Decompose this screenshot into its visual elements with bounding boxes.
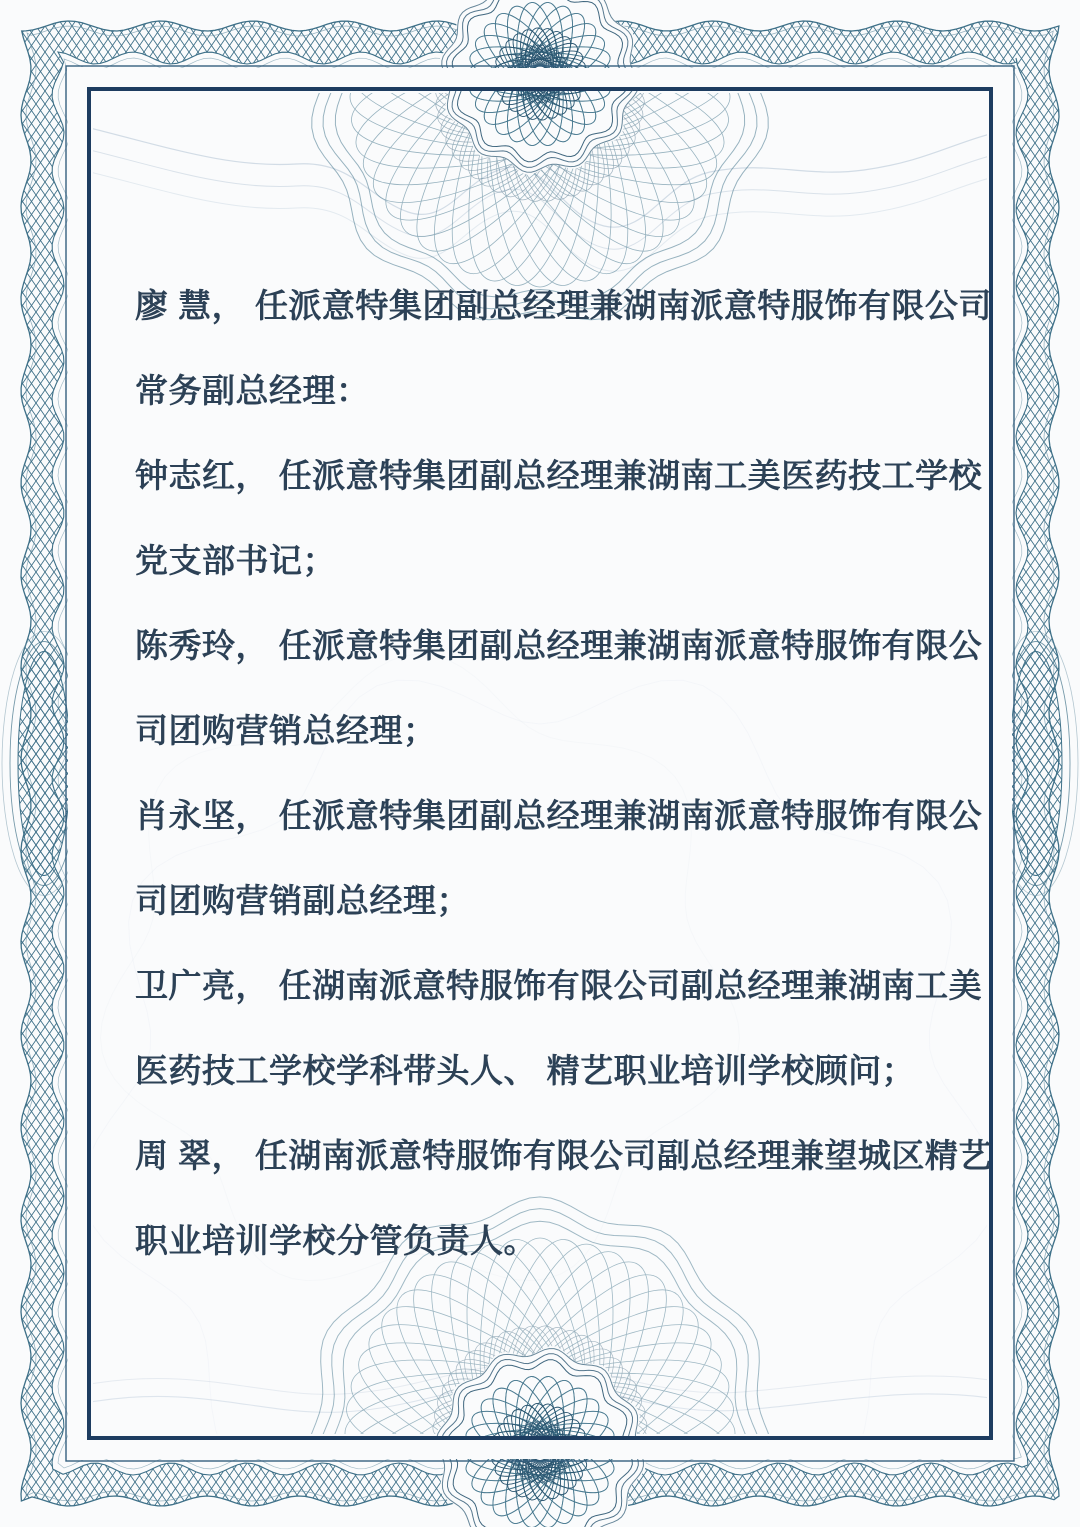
text-line: 周 翠， 任湖南派意特服饰有限公司副总经理兼望城区精艺 (135, 1137, 992, 1174)
text-line: 常务副总经理： (135, 372, 370, 409)
text-line: 医药技工学校学科带头人、 精艺职业培训学校顾问； (135, 1052, 916, 1089)
text-line: 职业培训学校分管负责人。 (135, 1222, 537, 1259)
text-line: 肖永坚， 任派意特集团副总经理兼湖南派意特服饰有限公 (135, 797, 983, 834)
text-line: 党支部书记； (135, 542, 336, 579)
text-line: 廖 慧， 任派意特集团副总经理兼湖南派意特服饰有限公司 (135, 287, 992, 324)
text-line: 卫广亮， 任湖南派意特服饰有限公司副总经理兼湖南工美 (135, 967, 983, 1004)
text-line: 司团购营销副总经理； (135, 882, 470, 919)
text-line: 陈秀玲， 任派意特集团副总经理兼湖南派意特服饰有限公 (135, 627, 983, 664)
appointment-text-block (135, 263, 990, 1283)
text-line: 钟志红， 任派意特集团副总经理兼湖南工美医药技工学校 (135, 457, 983, 494)
text-line: 司团购营销总经理； (135, 712, 437, 749)
